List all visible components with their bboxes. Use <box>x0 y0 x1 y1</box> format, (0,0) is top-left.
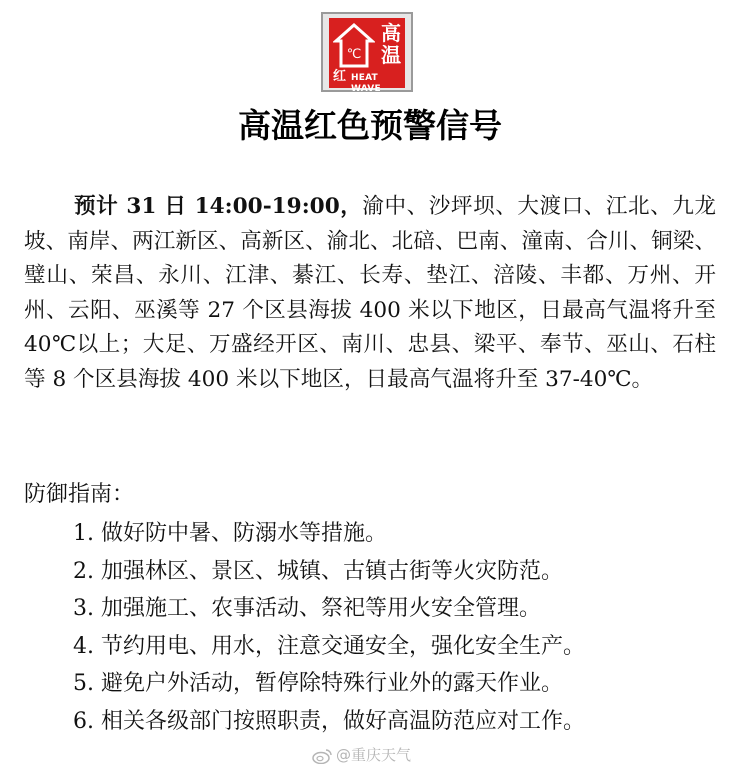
forecast-lead: 预计 31 日 14:00-19:00， <box>74 194 363 219</box>
guide-heading: 防御指南： <box>24 482 135 507</box>
guide-list <box>73 515 585 740</box>
badge-symbol: ℃ <box>346 47 362 62</box>
guide-item: 2. 加强林区、景区、城镇、古镇古街等火灾防范。 <box>73 558 563 584</box>
watermark <box>312 744 411 766</box>
guide-item: 4. 节约用电、用水，注意交通安全，强化安全生产。 <box>73 633 585 659</box>
forecast-paragraph <box>24 190 716 397</box>
weibo-icon <box>312 748 332 764</box>
house-thermometer-icon <box>333 22 375 68</box>
guide-item: 3. 加强施工、农事活动、祭祀等用火安全管理。 <box>73 596 541 621</box>
watermark-text: @重庆天气 <box>336 746 412 764</box>
guide-item: 5. 避免户外活动，暂停除特殊行业外的露天作业。 <box>73 671 563 696</box>
heat-wave-badge <box>321 12 413 92</box>
page-title: 高温红色预警信号 <box>238 106 502 145</box>
guide-item: 1. 做好防中暑、防溺水等措施。 <box>73 521 387 546</box>
guide-item: 6. 相关各级部门按照职责，做好高温防范应对工作。 <box>73 708 585 734</box>
badge-red-panel <box>329 18 405 94</box>
badge-title-chars: 高温 <box>381 21 401 67</box>
badge-level-char: 红 <box>333 69 347 84</box>
badge-english-label: HEAT WAVE <box>351 73 381 94</box>
forecast-text: 渝中、沙坪坝、大渡口、江北、九龙坡、南岸、两江新区、高新区、渝北、北碚、巴南、潼南、合川、铜梁、璧山、荣昌、永川、江津、綦江、长寿、垫江、涪陵、丰都、万州、开州、云阳、巫溪等 27 个区县海拔 400 米以下地区，日最高气温将升至 40℃以上；大足、万盛经开区、南川、忠县、梁平、奉节、巫山、石柱等 8 个区县海拔 400 米以下地区，日最高气温将升至 37-40℃。 <box>24 194 716 392</box>
